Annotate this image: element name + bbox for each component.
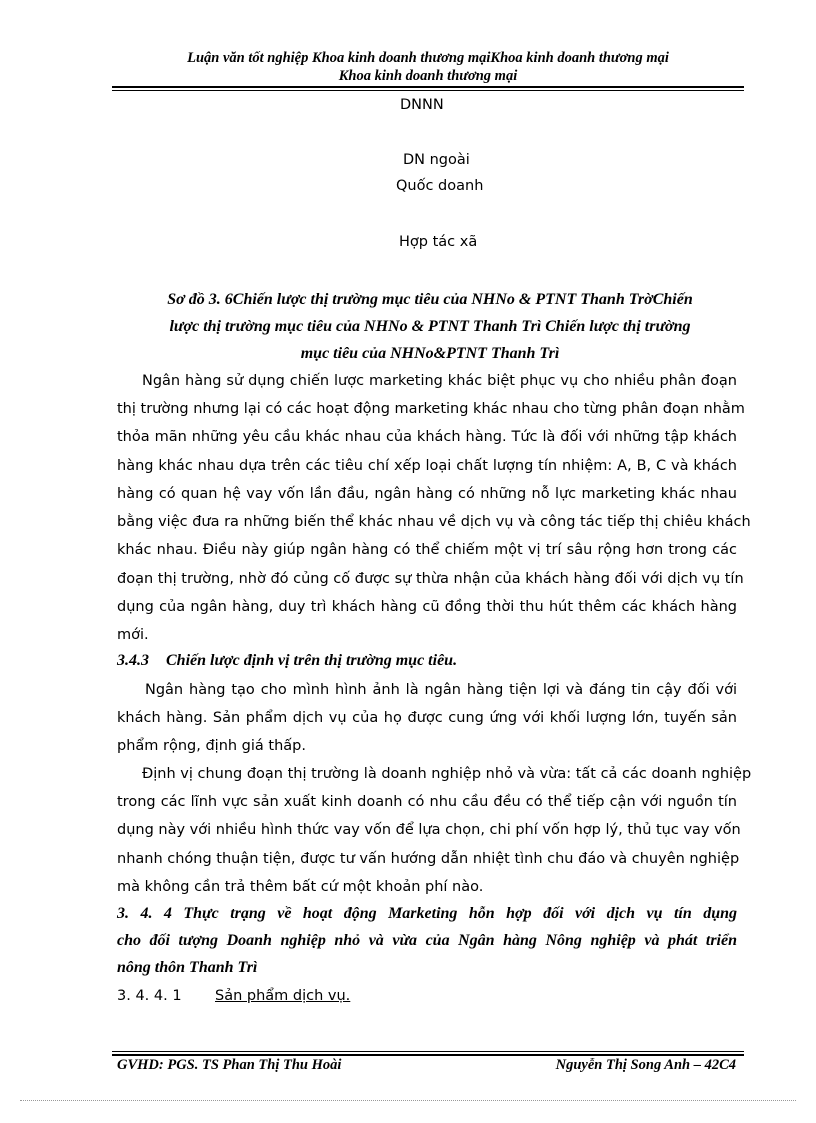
label-hop-tac-xa: Hợp tác xã xyxy=(399,234,478,250)
diagram-caption-line-2: lược thị trường mục tiêu của NHNo & PTNT Thanh Trì Chiến lược thị trường xyxy=(169,318,691,335)
diagram-caption-line-3: mục tiêu của NHNo&PTNT Thanh Trì xyxy=(300,345,560,362)
label-dn-ngoai: DN ngoài xyxy=(403,152,470,168)
footer-rule-thin xyxy=(112,1051,744,1052)
paragraph-line: khách hàng. Sản phẩm dịch vụ của họ được cung ứng với khối lượng lớn, tuyến sản xyxy=(117,710,737,726)
paragraph-line: phẩm rộng, định giá thấp. xyxy=(117,738,306,754)
footer-rule xyxy=(112,1054,744,1056)
section-3-4-4-1-number: 3. 4. 4. 1 xyxy=(117,988,182,1004)
header-rule-thin xyxy=(112,90,744,91)
section-3-4-4-line-3: nông thôn Thanh Trì xyxy=(117,959,258,976)
paragraph-line: mới. xyxy=(117,627,149,643)
paragraph-line: bằng việc đưa ra những biến thể khác nhau về dịch vụ và công tác tiếp thị chiêu khách xyxy=(117,514,751,530)
section-3-4-4-line-2: cho đối tượng Doanh nghiệp nhỏ và vừa của Ngân hàng Nông nghiệp và phát triển xyxy=(117,932,737,949)
section-3-4-4-line-1: 3. 4. 4 Thực trạng về hoạt động Marketing hỗn hợp đối với dịch vụ tín dụng xyxy=(117,905,737,922)
footer-author: Nguyễn Thị Song Anh – 42C4 xyxy=(555,1057,736,1073)
diagram-caption-line-1: Sơ đồ 3. 6Chiến lược thị trường mục tiêu của NHNo & PTNT Thanh TrờChiến xyxy=(167,291,693,308)
paragraph-line: đoạn thị trường, nhờ đó củng cố được sự thừa nhận của khách hàng đối với dịch vụ tín xyxy=(117,571,744,587)
paragraph-line: thị trường nhưng lại có các hoạt động marketing khác nhau cho từng phân đoạn nhằm xyxy=(117,401,745,417)
paragraph-line: khác nhau. Điều này giúp ngân hàng có thể chiếm một vị trí sâu rộng hơn trong các xyxy=(117,542,737,558)
header-rule xyxy=(112,86,744,88)
label-dnnn: DNNN xyxy=(400,97,444,113)
paragraph-line: Định vị chung đoạn thị trường là doanh nghiệp nhỏ và vừa: tất cả các doanh nghiệp xyxy=(142,766,752,782)
header-line-2: Khoa kinh doanh thương mại xyxy=(338,68,518,84)
paragraph-line: mà không cần trả thêm bất cứ một khoản phí nào. xyxy=(117,879,484,895)
section-3-4-3-number: 3.4.3 xyxy=(117,652,149,669)
paragraph-line: hàng có quan hệ vay vốn lần đầu, ngân hàng có những nỗ lực marketing khác nhau xyxy=(117,486,737,502)
section-3-4-3-title: Chiến lược định vị trên thị trường mục tiêu. xyxy=(166,652,458,669)
paragraph-line: Ngân hàng sử dụng chiến lược marketing khác biệt phục vụ cho nhiều phân đoạn xyxy=(142,373,737,389)
paragraph-line: dụng của ngân hàng, duy trì khách hàng cũ đồng thời thu hút thêm các khách hàng xyxy=(117,599,737,615)
section-3-4-4-1-title: Sản phẩm dịch vụ. xyxy=(215,988,351,1004)
paragraph-line: hàng khác nhau dựa trên các tiêu chí xếp loại chất lượng tín nhiệm: A, B, C và khách xyxy=(117,458,737,474)
label-quoc-doanh: Quốc doanh xyxy=(396,178,484,194)
page-bottom-dotted-line xyxy=(20,1100,796,1101)
paragraph-line: nhanh chóng thuận tiện, được tư vấn hướng dẫn nhiệt tình chu đáo và chuyên nghiệp xyxy=(117,851,740,867)
footer-supervisor: GVHD: PGS. TS Phan Thị Thu Hoài xyxy=(117,1057,342,1073)
paragraph-line: thỏa mãn những yêu cầu khác nhau của khách hàng. Tức là đối với những tập khách xyxy=(117,429,737,445)
paragraph-line: trong các lĩnh vực sản xuất kinh doanh có nhu cầu đều có thể tiếp cận với nguồn tín xyxy=(117,794,737,810)
paragraph-line: dụng này với nhiều hình thức vay vốn để lựa chọn, chi phí vốn hợp lý, thủ tục vay vốn xyxy=(117,822,741,838)
header-line-1: Luận văn tốt nghiệp Khoa kinh doanh thương mạiKhoa kinh doanh thương mại xyxy=(187,50,669,66)
paragraph-line: Ngân hàng tạo cho mình hình ảnh là ngân hàng tiện lợi và đáng tin cậy đối với xyxy=(145,682,737,698)
